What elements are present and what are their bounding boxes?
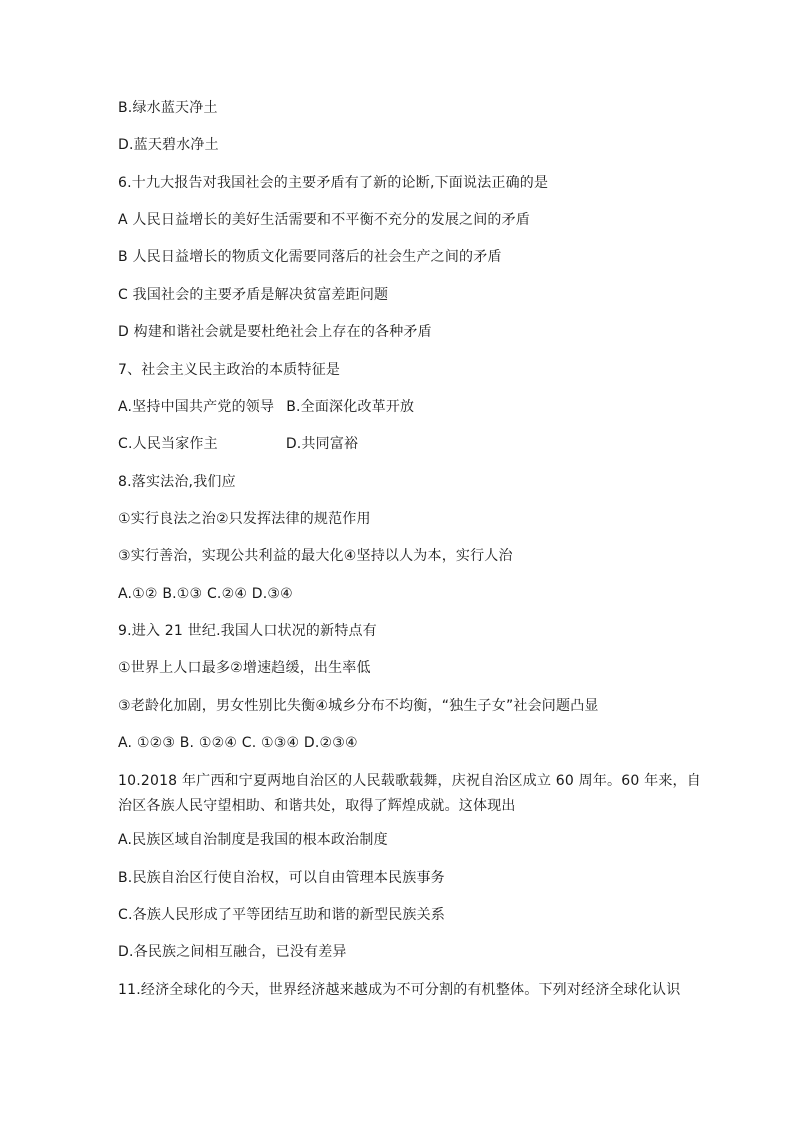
q5-option-b: B.绿水蓝天净土 (118, 100, 218, 116)
question-8-statements-2: ③实行善治，实现公共利益的最大化④坚持以人为本，实行人治 (118, 548, 513, 564)
question-7-option-b: B.全面深化改革开放 (286, 399, 415, 415)
question-7-option-d: D.共同富裕 (285, 436, 359, 452)
question-7-options-row-1 (118, 398, 414, 416)
question-10-option-d: D.各民族之间相互融合，已没有差异 (118, 944, 347, 960)
q5-option-d: D.蓝天碧水净土 (118, 137, 219, 153)
question-10-option-a: A.民族区域自治制度是我国的根本政治制度 (118, 832, 388, 848)
question-6-option-c: C 我国社会的主要矛盾是解决贫富差距问题 (118, 287, 389, 303)
question-8-stem: 8.落实法治,我们应 (118, 474, 236, 490)
question-10-option-c: C.各族人民形成了平等团结互助和谐的新型民族关系 (118, 907, 446, 923)
question-10-stem-line-2: 治区各族人民守望相助、和谐共处，取得了辉煌成就。这体现出 (118, 798, 516, 814)
question-10-stem-line-1: 10.2018 年广西和宁夏两地自治区的人民载歌载舞，庆祝自治区成立 60 周年。60 年来，自 (118, 773, 701, 789)
question-9-statements-1: ①世界上人口最多②增速趋缓，出生率低 (118, 660, 371, 676)
question-6-stem: 6.十九大报告对我国社会的主要矛盾有了新的论断,下面说法正确的是 (118, 175, 549, 191)
question-8-statements-1: ①实行良法之治②只发挥法律的规范作用 (118, 511, 371, 527)
question-7-stem: 7、社会主义民主政治的本质特征是 (118, 362, 341, 378)
question-10-option-b: B.民族自治区行使自治权，可以自由管理本民族事务 (118, 870, 445, 886)
question-7-option-a: A.坚持中国共产党的领导 (118, 399, 275, 415)
question-6-option-a: A 人民日益增长的美好生活需要和不平衡不充分的发展之间的矛盾 (118, 212, 531, 228)
question-9-options: A. ①②③ B. ①②④ C. ①③④ D.②③④ (118, 735, 358, 751)
question-7-option-c: C.人民当家作主 (118, 436, 218, 452)
question-7-options-row-2 (118, 435, 358, 453)
question-6-option-d: D 构建和谐社会就是要杜绝社会上存在的各种矛盾 (118, 324, 432, 340)
question-9-stem: 9.进入 21 世纪.我国人口状况的新特点有 (118, 623, 377, 639)
question-9-statements-2: ③老龄化加剧，男女性别比失衡④城乡分布不均衡，“独生子女”社会问题凸显 (118, 698, 599, 714)
question-6-option-b: B 人民日益增长的物质文化需要同落后的社会生产之间的矛盾 (118, 249, 502, 265)
question-11-stem: 11.经济全球化的今天，世界经济越来越成为不可分割的有机整体。下列对经济全球化认识 (118, 982, 681, 998)
question-8-options: A.①② B.①③ C.②④ D.③④ (118, 586, 293, 602)
